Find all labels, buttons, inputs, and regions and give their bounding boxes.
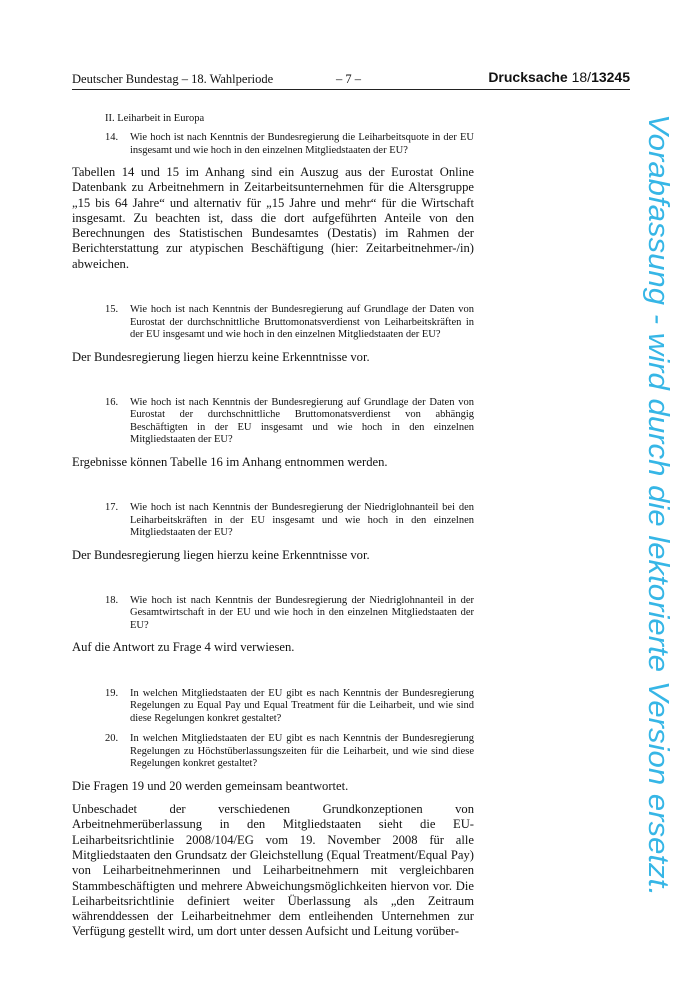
question-number: 16. [105,396,119,408]
question-17 [72,502,474,540]
question-19 [72,688,474,726]
answer-15: Der Bundesregierung liegen hierzu keine Erkenntnisse vor. [72,349,370,364]
drucksache-prefix: 18 [571,69,588,85]
question-16 [72,397,474,447]
page-header [72,70,630,88]
question-number: 20. [105,733,119,745]
answer-16: Ergebnisse können Tabelle 16 im Anhang entnommen werden. [72,454,388,469]
question-18 [72,595,474,633]
question-number: 19. [105,687,119,699]
section-title: II. Leiharbeit in Europa [105,113,205,124]
question-number: 17. [105,502,119,514]
question-text: Wie hoch ist nach Kenntnis der Bundesregierung der Niedriglohnanteil in der Gesamtwirtschaft in der EU und wie hoch in den einzelnen Mitgliedstaaten der EU? [130,594,474,631]
answer-19-20-intro: Die Fragen 19 und 20 werden gemeinsam beantwortet. [72,778,349,793]
drucksache-label: Drucksache [488,69,568,85]
answer-19-20-body: Unbeschadet der verschiedenen Grundkonzeptionen von Arbeitnehmerüberlassung in den Mitgliedstaaten sieht die EU-Leiharbeitsrichtlinie 2008/104/EG vom 19. November 2008 für alle Mitgliedstaaten den Grundsatz der Gleichstellung (Equal Treatment/Equal Pay) von Leiharbeitnehmerinnen und Leiharbeitnehmern mit vergleichbaren Stammbeschäftigten und mehrere Abweichungsmöglichkeiten hiervon vor. Die Leiharbeitsrichtlinie definiert weiter Überlassung als „den Zeitraum währenddessen der Leiharbeitnehmer dem entleihenden Unternehmen zur Verfügung gestellt wird, um dort unter dessen Aufsicht und Leitung vorüber- [72,802,474,939]
question-text: Wie hoch ist nach Kenntnis der Bundesregierung der Niedriglohnanteil bei den Leiharbeitskräften in der EU insgesamt und wie hoch in den einzelnen Mitgliedstaaten der EU? [130,502,474,539]
question-text: Wie hoch ist nach Kenntnis der Bundesregierung die Leiharbeitsquote in der EU insgesamt und wie hoch in den einzelnen Mitgliedstaaten der EU? [130,132,474,156]
question-number: 15. [105,304,119,316]
answer-17: Der Bundesregierung liegen hierzu keine Erkenntnisse vor. [72,547,370,562]
question-text: Wie hoch ist nach Kenntnis der Bundesregierung auf Grundlage der Daten von Eurostat der durchschnittliche Bruttomonatsverdienst von Leiharbeitskräften in der EU insgesamt und wie hoch in den einzelnen Mitgliedstaaten der EU? [130,304,474,341]
watermark-text: Vorabfassung - wird durch die lektorierte Version ersetzt. [642,114,674,843]
question-20 [72,733,474,771]
question-number: 14. [105,132,119,143]
question-text: In welchen Mitgliedstaaten der EU gibt es nach Kenntnis der Bundesregierung Regelungen zu Höchstüberlassungszeiten für die Leiharbeit, und wie sind diese Regelungen konkret gestaltet? [130,733,474,770]
header-rule [72,89,630,90]
drucksache-number: 13245 [591,69,630,85]
answer-14: Tabellen 14 und 15 im Anhang sind ein Auszug aus der Eurostat Online Datenbank zu Arbeitnehmern in Zeitarbeitsunternehmen für die Altersgruppe „15 bis 64 Jahre“ und alternativ für „15 Jahre und mehr“ für die Wirtschaft insgesamt. Zu beachten ist, dass die dort aufgeführten Anteile von den Berechnungen des Statistischen Bundesamtes (Destatis) im Rahmen der Berichterstattung zur atypischen Beschäftigung (hier: Zeitarbeitnehmer-/in) abweichen. [72,165,474,271]
question-15 [72,304,474,342]
answer-18: Auf die Antwort zu Frage 4 wird verwiesen. [72,640,295,655]
question-text: In welchen Mitgliedstaaten der EU gibt es nach Kenntnis der Bundesregierung Regelungen zu Equal Pay und Equal Treatment für die Leiharbeit, und wie sind diese Regelungen konkret gestaltet? [130,687,474,724]
document-body [72,113,474,948]
question-number: 18. [105,594,119,606]
question-14 [72,132,474,157]
header-drucksache: Drucksache 18/13245 [488,69,630,85]
draft-watermark [631,110,691,900]
question-text: Wie hoch ist nach Kenntnis der Bundesregierung auf Grundlage der Daten von Eurostat der durchschnittliche Bruttomonatsverdienst von abhängig Beschäftigten in der EU insgesamt und wie hoch in den einzelnen Mitgliedstaaten der EU? [130,396,474,446]
header-parliament: Deutscher Bundestag – 18. Wahlperiode [72,72,274,86]
watermark-svg [631,110,691,900]
header-page-number: – 7 – [336,72,361,86]
